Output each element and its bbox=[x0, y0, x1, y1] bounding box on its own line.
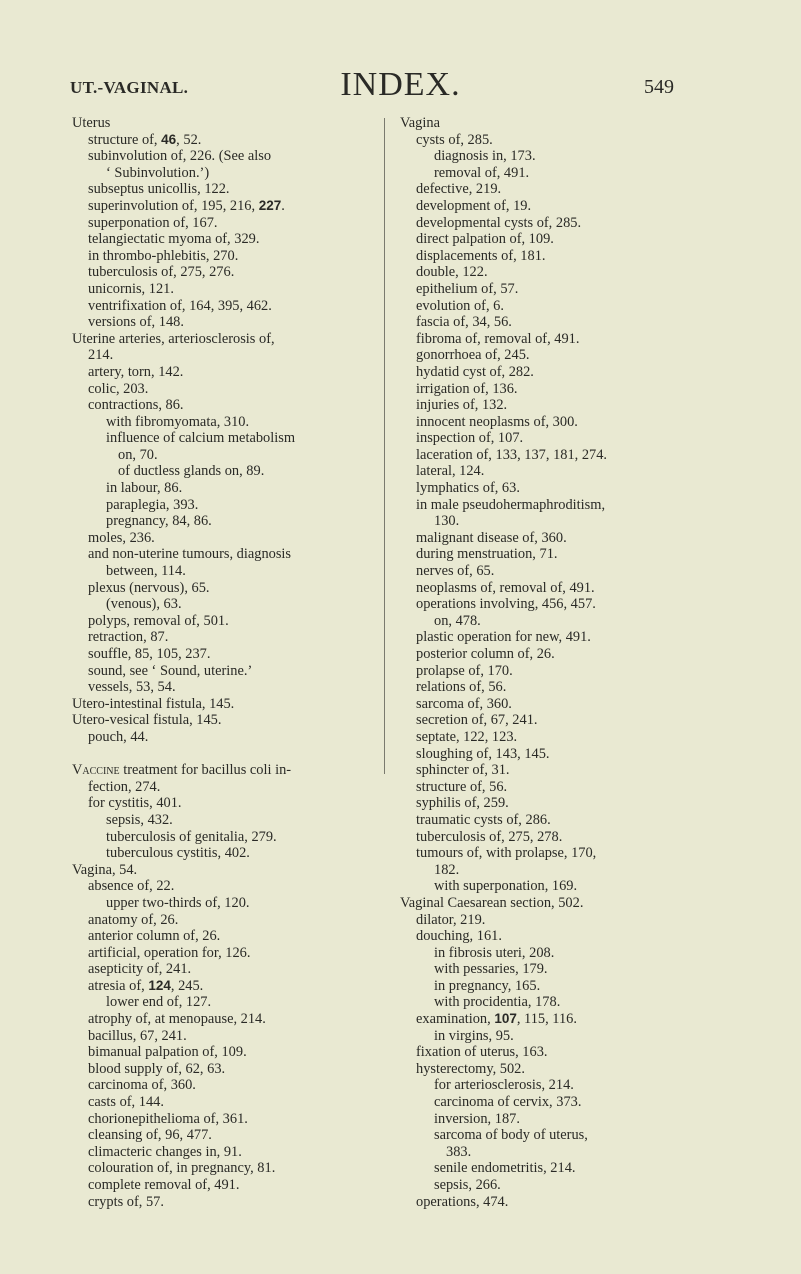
index-entry bbox=[400, 829, 700, 846]
index-entry-text: tuberculosis of genitalia, 279. bbox=[106, 828, 277, 845]
index-entry bbox=[400, 696, 700, 713]
index-heading bbox=[72, 696, 372, 713]
index-entry-text: examination, bbox=[416, 1011, 495, 1028]
index-entry bbox=[400, 795, 700, 812]
index-entry-text: fascia of, 34, 56. bbox=[416, 314, 512, 331]
index-entry-text: between, 114. bbox=[106, 563, 186, 580]
index-entry bbox=[400, 629, 700, 646]
index-entry bbox=[400, 878, 700, 895]
index-entry-text: treatment for bacillus coli in- bbox=[119, 762, 292, 779]
index-entry-text: 383. bbox=[446, 1143, 472, 1160]
index-entry-text: anterior column of, 26. bbox=[88, 928, 221, 945]
index-entry-text: paraplegia, 393. bbox=[106, 496, 199, 513]
index-heading-smallcaps: Vaccine bbox=[72, 762, 120, 779]
index-entry-text: complete removal of, 491. bbox=[88, 1177, 240, 1193]
index-entry bbox=[400, 331, 700, 348]
index-entry bbox=[72, 215, 372, 232]
index-entry bbox=[72, 347, 372, 364]
index-entry bbox=[400, 414, 700, 431]
index-entry bbox=[400, 281, 700, 298]
index-entry-text: in pregnancy, 165. bbox=[434, 977, 541, 994]
index-entry bbox=[400, 1094, 700, 1111]
index-entry-text: fibroma of, removal of, 491. bbox=[416, 330, 580, 347]
index-entry-text: anatomy of, 26. bbox=[88, 911, 179, 928]
index-entry bbox=[400, 1177, 700, 1194]
index-entry bbox=[72, 629, 372, 646]
index-entry bbox=[72, 1194, 372, 1211]
index-entry-text: sloughing of, 143, 145. bbox=[416, 745, 550, 762]
index-entry bbox=[72, 1028, 372, 1045]
index-entry-text: Vagina bbox=[400, 115, 440, 131]
index-entry-text: developmental cysts of, 285. bbox=[416, 214, 582, 231]
index-entry-text: tuberculous cystitis, 402. bbox=[106, 845, 250, 862]
index-entry-text: artificial, operation for, 126. bbox=[88, 944, 251, 961]
index-entry bbox=[400, 480, 700, 497]
index-entry bbox=[72, 829, 372, 846]
index-entry-text: defective, 219. bbox=[416, 181, 502, 198]
index-entry bbox=[400, 231, 700, 248]
index-entry-text: in fibrosis uteri, 208. bbox=[434, 944, 555, 961]
index-entry bbox=[400, 994, 700, 1011]
index-entry-text: Vaginal Caesarean section, 502. bbox=[400, 894, 584, 911]
index-entry bbox=[72, 1177, 372, 1194]
index-entry-text: 214. bbox=[88, 347, 114, 364]
index-entry-text: souffle, 85, 105, 237. bbox=[88, 646, 211, 662]
index-entry bbox=[72, 298, 372, 315]
index-entry-text: sarcoma of, 360. bbox=[416, 695, 512, 712]
index-entry bbox=[72, 912, 372, 929]
index-entry bbox=[400, 1144, 700, 1161]
index-entry-text: inspection of, 107. bbox=[416, 430, 524, 447]
index-entry bbox=[400, 1111, 700, 1128]
index-entry bbox=[400, 530, 700, 547]
index-entry-text: nerves of, 65. bbox=[416, 563, 495, 580]
index-entry-text: hysterectomy, 502. bbox=[416, 1060, 525, 1077]
index-entry-text: cysts of, 285. bbox=[416, 131, 493, 148]
index-entry bbox=[400, 181, 700, 198]
index-entry bbox=[72, 364, 372, 381]
index-entry bbox=[400, 546, 700, 563]
index-entry bbox=[72, 264, 372, 281]
index-entry-text: pregnancy, 84, 86. bbox=[106, 513, 212, 530]
index-entry-text: atrophy of, at menopause, 214. bbox=[88, 1011, 266, 1028]
index-entry bbox=[400, 463, 700, 480]
index-entry bbox=[400, 447, 700, 464]
index-heading bbox=[72, 762, 372, 779]
index-entry bbox=[72, 397, 372, 414]
index-entry bbox=[72, 1160, 372, 1177]
index-entry-text: lymphatics of, 63. bbox=[416, 480, 520, 497]
index-entry bbox=[72, 1144, 372, 1161]
index-entry-text: superinvolution of, 195, 216, bbox=[88, 197, 259, 214]
index-entry-text: sound, see ‘ Sound, uterine.’ bbox=[88, 662, 253, 679]
index-entry bbox=[72, 1044, 372, 1061]
index-entry-text: dilator, 219. bbox=[416, 911, 486, 928]
index-entry-text: in male pseudohermaphroditism, bbox=[416, 496, 606, 513]
index-entry-text: casts of, 144. bbox=[88, 1094, 164, 1111]
index-entry-text-after: , 115, 116. bbox=[516, 1011, 577, 1028]
index-entry bbox=[400, 712, 700, 729]
index-entry-text: ventrifixation of, 164, 395, 462. bbox=[88, 297, 272, 314]
index-entry-text: sphincter of, 31. bbox=[416, 762, 510, 779]
index-entry bbox=[72, 729, 372, 746]
index-entry bbox=[400, 298, 700, 315]
index-entry-text: blood supply of, 62, 63. bbox=[88, 1060, 226, 1077]
index-heading bbox=[400, 115, 700, 132]
index-entry bbox=[72, 812, 372, 829]
index-entry-text: neoplasms of, removal of, 491. bbox=[416, 579, 595, 596]
index-entry bbox=[400, 1127, 700, 1144]
index-entry bbox=[400, 364, 700, 381]
index-entry-text: in labour, 86. bbox=[106, 480, 183, 497]
index-entry bbox=[400, 613, 700, 630]
index-entry bbox=[72, 1061, 372, 1078]
index-entry-text: malignant disease of, 360. bbox=[416, 529, 567, 546]
index-entry-text: injuries of, 132. bbox=[416, 397, 508, 414]
index-entry bbox=[72, 381, 372, 398]
index-entry bbox=[400, 314, 700, 331]
index-entry bbox=[72, 198, 372, 215]
page-number: 549 bbox=[644, 76, 674, 98]
index-entry bbox=[400, 1160, 700, 1177]
index-entry bbox=[400, 663, 700, 680]
index-entry-text: versions of, 148. bbox=[88, 314, 184, 331]
index-entry-text: carcinoma of, 360. bbox=[88, 1077, 196, 1094]
index-entry bbox=[72, 961, 372, 978]
index-entry bbox=[72, 596, 372, 613]
principal-page-ref: 107 bbox=[494, 1011, 517, 1027]
index-entry-text: operations involving, 456, 457. bbox=[416, 596, 596, 613]
index-entry-text-after: . bbox=[281, 197, 285, 214]
index-entry bbox=[72, 1094, 372, 1111]
index-entry-text: tuberculosis of, 275, 278. bbox=[416, 828, 563, 845]
index-entry bbox=[72, 563, 372, 580]
index-entry-text: atresia of, bbox=[88, 977, 149, 994]
index-entry bbox=[72, 530, 372, 547]
index-entry-text: 130. bbox=[434, 513, 460, 530]
index-entry-text: contractions, 86. bbox=[88, 397, 184, 414]
index-entry bbox=[72, 994, 372, 1011]
index-entry bbox=[400, 513, 700, 530]
index-entry-text: absence of, 22. bbox=[88, 878, 175, 895]
index-entry-text: removal of, 491. bbox=[434, 164, 530, 181]
index-entry-text: colic, 203. bbox=[88, 380, 149, 397]
index-entry bbox=[400, 264, 700, 281]
index-entry-text: operations, 474. bbox=[416, 1193, 509, 1210]
index-entry bbox=[72, 646, 372, 663]
index-entry-text: for arteriosclerosis, 214. bbox=[434, 1077, 574, 1094]
index-entry-text-after: , 52. bbox=[176, 131, 202, 148]
index-entry bbox=[72, 497, 372, 514]
index-entry-text: with pessaries, 179. bbox=[434, 961, 548, 978]
index-entry bbox=[72, 513, 372, 530]
index-entry-text: artery, torn, 142. bbox=[88, 363, 184, 380]
index-entry bbox=[400, 1028, 700, 1045]
index-entry-text: displacements of, 181. bbox=[416, 247, 546, 264]
index-entry bbox=[72, 928, 372, 945]
index-entry-text: lower end of, 127. bbox=[106, 994, 212, 1011]
index-entry bbox=[400, 746, 700, 763]
index-entry-text: on, 478. bbox=[434, 612, 481, 629]
index-entry bbox=[72, 580, 372, 597]
index-entry-text: asepticity of, 241. bbox=[88, 961, 192, 978]
index-entry bbox=[72, 248, 372, 265]
index-entry-text: for cystitis, 401. bbox=[88, 795, 182, 812]
index-entry bbox=[72, 430, 372, 447]
index-entry bbox=[72, 414, 372, 431]
index-entry-text: colouration of, in pregnancy, 81. bbox=[88, 1160, 276, 1177]
running-head-left: UT.-VAGINAL. bbox=[70, 78, 189, 97]
index-entry bbox=[400, 1044, 700, 1061]
index-entry bbox=[400, 646, 700, 663]
index-entry-text: polyps, removal of, 501. bbox=[88, 612, 229, 629]
principal-page-ref: 227 bbox=[258, 197, 282, 213]
index-column-right bbox=[400, 115, 700, 1210]
index-entry-text: plastic operation for new, 491. bbox=[416, 629, 591, 646]
index-entry-text: with superponation, 169. bbox=[434, 878, 578, 895]
index-entry bbox=[400, 928, 700, 945]
index-entry-text: innocent neoplasms of, 300. bbox=[416, 413, 578, 430]
index-entry-text: douching, 161. bbox=[416, 928, 502, 945]
index-entry bbox=[400, 912, 700, 929]
index-entry-text: with fibromyomata, 310. bbox=[106, 413, 250, 430]
index-entry bbox=[72, 181, 372, 198]
index-entry-text: double, 122. bbox=[416, 264, 488, 281]
index-entry-text: relations of, 56. bbox=[416, 679, 507, 696]
index-entry bbox=[72, 314, 372, 331]
index-heading bbox=[72, 712, 372, 729]
index-entry bbox=[72, 978, 372, 995]
index-entry-text: hydatid cyst of, 282. bbox=[416, 363, 534, 380]
index-entry-text: retraction, 87. bbox=[88, 629, 169, 646]
index-entry-text: pouch, 44. bbox=[88, 728, 149, 745]
index-entry bbox=[400, 1194, 700, 1211]
index-entry-text: traumatic cysts of, 286. bbox=[416, 811, 551, 828]
index-entry-text: inversion, 187. bbox=[434, 1110, 520, 1127]
index-entry bbox=[72, 878, 372, 895]
index-entry-text: in thrombo-phlebitis, 270. bbox=[88, 247, 239, 264]
index-entry bbox=[400, 248, 700, 265]
index-entry-text: development of, 19. bbox=[416, 197, 532, 214]
index-entry bbox=[400, 1011, 700, 1028]
index-entry-text: plexus (nervous), 65. bbox=[88, 579, 210, 596]
index-entry bbox=[400, 497, 700, 514]
index-entry-text: unicornis, 121. bbox=[88, 280, 174, 297]
index-entry-text: upper two-thirds of, 120. bbox=[106, 894, 250, 911]
index-entry-text: crypts of, 57. bbox=[88, 1193, 164, 1210]
index-entry-text: telangiectatic myoma of, 329. bbox=[88, 231, 260, 248]
index-entry-text: tuberculosis of, 275, 276. bbox=[88, 264, 235, 281]
index-entry-text: Utero-intestinal fistula, 145. bbox=[72, 695, 235, 712]
index-entry bbox=[400, 961, 700, 978]
index-entry-text: climacteric changes in, 91. bbox=[88, 1143, 242, 1160]
index-entry-text: 182. bbox=[434, 861, 460, 878]
index-entry-text: laceration of, 133, 137, 181, 274. bbox=[416, 446, 608, 463]
column-divider bbox=[384, 118, 385, 774]
index-entry-text: carcinoma of cervix, 373. bbox=[434, 1094, 582, 1111]
index-entry-text: vessels, 53, 54. bbox=[88, 679, 176, 696]
index-entry bbox=[400, 148, 700, 165]
index-entry bbox=[400, 779, 700, 796]
index-entry bbox=[72, 1127, 372, 1144]
index-entry bbox=[400, 215, 700, 232]
index-entry-text: and non-uterine tumours, diagnosis bbox=[88, 546, 292, 563]
index-entry-text: sepsis, 266. bbox=[434, 1177, 501, 1193]
index-entry-text: syphilis of, 259. bbox=[416, 795, 509, 812]
index-entry bbox=[72, 1077, 372, 1094]
principal-page-ref: 46 bbox=[161, 131, 177, 147]
index-entry-text: evolution of, 6. bbox=[416, 297, 504, 314]
index-entry bbox=[400, 198, 700, 215]
index-entry bbox=[72, 945, 372, 962]
index-entry bbox=[400, 945, 700, 962]
principal-page-ref: 124 bbox=[148, 977, 171, 993]
index-entry bbox=[400, 978, 700, 995]
index-entry-text: prolapse of, 170. bbox=[416, 662, 513, 679]
index-entry bbox=[72, 895, 372, 912]
index-entry-text: ‘ Subinvolution.’) bbox=[106, 164, 210, 181]
index-entry-text: moles, 236. bbox=[88, 529, 155, 546]
index-entry-text: bimanual palpation of, 109. bbox=[88, 1044, 247, 1061]
index-entry bbox=[400, 430, 700, 447]
index-entry bbox=[400, 381, 700, 398]
index-entry bbox=[72, 165, 372, 182]
index-entry-text: septate, 122, 123. bbox=[416, 728, 518, 745]
index-heading bbox=[72, 331, 372, 348]
index-entry-text: secretion of, 67, 241. bbox=[416, 712, 538, 729]
index-entry bbox=[400, 596, 700, 613]
index-entry-text: subinvolution of, 226. (See also bbox=[88, 148, 272, 165]
index-entry-text: structure of, bbox=[88, 131, 162, 148]
index-heading bbox=[72, 862, 372, 879]
index-entry bbox=[400, 812, 700, 829]
index-entry bbox=[400, 729, 700, 746]
index-entry bbox=[400, 165, 700, 182]
index-entry bbox=[72, 845, 372, 862]
index-entry-text: (venous), 63. bbox=[106, 596, 182, 613]
index-entry-text: sepsis, 432. bbox=[106, 811, 173, 828]
index-column-left bbox=[72, 115, 372, 1210]
index-entry bbox=[72, 779, 372, 796]
index-entry bbox=[400, 563, 700, 580]
index-entry bbox=[400, 132, 700, 149]
index-entry bbox=[72, 613, 372, 630]
page-title: INDEX. bbox=[340, 66, 461, 103]
index-entry-text: epithelium of, 57. bbox=[416, 280, 519, 297]
index-entry bbox=[72, 132, 372, 149]
index-entry-text: influence of calcium metabolism bbox=[106, 430, 296, 447]
index-entry-text: of ductless glands on, 89. bbox=[118, 463, 265, 480]
index-entry bbox=[72, 231, 372, 248]
index-entry bbox=[72, 281, 372, 298]
index-entry bbox=[72, 463, 372, 480]
index-entry-text: fection, 274. bbox=[88, 778, 161, 795]
index-entry bbox=[400, 679, 700, 696]
index-entry bbox=[72, 679, 372, 696]
index-entry-text: lateral, 124. bbox=[416, 463, 485, 480]
index-entry-text: posterior column of, 26. bbox=[416, 646, 555, 662]
index-entry bbox=[72, 546, 372, 563]
index-entry-text: cleansing of, 96, 477. bbox=[88, 1127, 212, 1144]
index-entry-text: structure of, 56. bbox=[416, 778, 508, 795]
index-entry bbox=[72, 480, 372, 497]
index-entry bbox=[400, 1061, 700, 1078]
index-entry-text: with procidentia, 178. bbox=[434, 994, 561, 1011]
index-heading bbox=[72, 115, 372, 132]
index-entry-text: Vagina, 54. bbox=[72, 861, 138, 878]
index-entry bbox=[72, 663, 372, 680]
index-entry bbox=[72, 148, 372, 165]
index-entry-text: senile endometritis, 214. bbox=[434, 1160, 576, 1177]
index-entry-text: sarcoma of body of uterus, bbox=[434, 1127, 588, 1144]
index-entry-text: gonorrhoea of, 245. bbox=[416, 347, 530, 364]
index-entry-text: superponation of, 167. bbox=[88, 214, 218, 231]
index-entry-text: in virgins, 95. bbox=[434, 1027, 514, 1044]
index-entry bbox=[400, 580, 700, 597]
index-entry bbox=[72, 1111, 372, 1128]
index-entry-text: direct palpation of, 109. bbox=[416, 231, 554, 248]
index-entry-text: on, 70. bbox=[118, 446, 158, 463]
index-entry-text-after: , 245. bbox=[170, 977, 204, 994]
index-entry-text: chorionepithelioma of, 361. bbox=[88, 1110, 248, 1127]
index-entry-text: during menstruation, 71. bbox=[416, 546, 558, 563]
index-entry bbox=[400, 347, 700, 364]
index-entry-text: subseptus unicollis, 122. bbox=[88, 181, 230, 198]
index-entry-text: Utero-vesical fistula, 145. bbox=[72, 712, 222, 729]
index-entry bbox=[400, 397, 700, 414]
index-entry bbox=[400, 1077, 700, 1094]
index-entry-text: irrigation of, 136. bbox=[416, 380, 518, 397]
index-entry-text: fixation of uterus, 163. bbox=[416, 1044, 548, 1061]
index-spacer bbox=[72, 746, 372, 763]
index-entry bbox=[72, 1011, 372, 1028]
index-entry-text: Uterine arteries, arteriosclerosis of, bbox=[72, 330, 275, 347]
index-entry bbox=[72, 447, 372, 464]
index-entry-text: Uterus bbox=[72, 115, 111, 131]
index-entry bbox=[400, 762, 700, 779]
index-entry-text: bacillus, 67, 241. bbox=[88, 1027, 187, 1044]
index-heading bbox=[400, 895, 700, 912]
index-entry-text: diagnosis in, 173. bbox=[434, 148, 536, 165]
index-entry bbox=[400, 845, 700, 862]
index-entry bbox=[72, 795, 372, 812]
index-entry bbox=[400, 862, 700, 879]
index-entry-text: tumours of, with prolapse, 170, bbox=[416, 845, 597, 862]
